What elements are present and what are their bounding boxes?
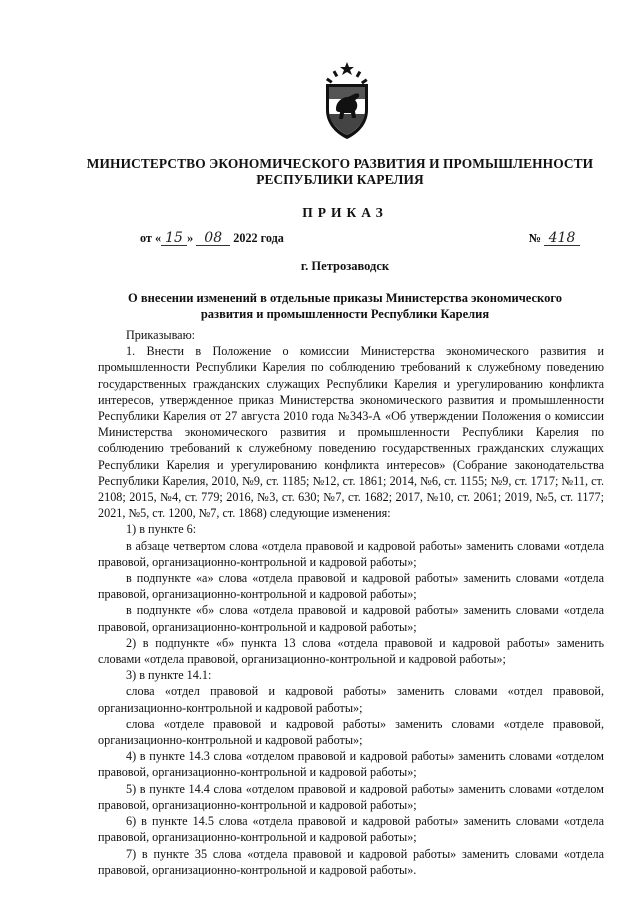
item-1-a: в абзаце четвертом слова «отдела правовой и кадровой работы» заменить словами «отдела правовой, организационно-контрольной и кадровой работы»; bbox=[98, 538, 604, 569]
date-year: 2022 года bbox=[230, 231, 284, 245]
item-1: 1) в пункте 6: bbox=[126, 522, 197, 537]
number-label: № bbox=[528, 231, 544, 245]
item-1-c: в подпункте «б» слова «отдела правовой и кадровой работы» заменить словами «отдела правовой, организационно-контрольной и кадровой работы»; bbox=[98, 603, 604, 634]
date-prefix: от « bbox=[140, 231, 162, 245]
date-number-line bbox=[140, 231, 610, 251]
item-4: 4) в пункте 14.3 слова «отделом правовой и кадровой работы» заменить словами «отделом правовой, организационно-контрольной и кадровой работы»; bbox=[98, 749, 604, 780]
ministry-line-1: МИНИСТЕРСТВО ЭКОНОМИЧЕСКОГО РАЗВИТИЯ И ПРОМЫШЛЕННОСТИ bbox=[86, 156, 594, 171]
ministry-name bbox=[80, 156, 600, 188]
item-3-b: слова «отделе правовой и кадровой работы» заменить словами «отделе правовой, организационно-контрольной и кадровой работы»; bbox=[98, 716, 604, 748]
subject-line-1: О внесении изменений в отдельные приказы Министерства экономического bbox=[128, 291, 562, 305]
item-6: 6) в пункте 14.5 слова «отдела правовой и кадровой работы» заменить словами «отдела правовой, организационно-контрольной и кадровой работы»; bbox=[98, 814, 604, 845]
order-number-handwritten: 418 bbox=[544, 231, 580, 246]
item-3-a: слова «отдел правовой и кадровой работы» заменить словами «отдел правовой, организационно-контрольной и кадровой работы»; bbox=[98, 684, 604, 715]
item-5: 5) в пункте 14.4 слова «отделом правовой и кадровой работы» заменить словами «отделом правовой, организационно-контрольной и кадровой работы»; bbox=[98, 781, 604, 812]
item-7: 7) в пункте 35 слова «отдела правовой и кадровой работы» заменить словами «отдела правовой, организационно-контрольной и кадровой работы». bbox=[98, 846, 604, 877]
order-date bbox=[140, 231, 284, 246]
subject-line-2: развития и промышленности Республики Карелия bbox=[200, 306, 490, 321]
order-body bbox=[98, 327, 604, 878]
item-1-b: в подпункте «а» слова «отдела правовой и кадровой работы» заменить словами «отдела правовой, организационно-контрольной и кадровой работы»; bbox=[98, 571, 604, 602]
city: г. Петрозаводск bbox=[300, 259, 390, 273]
item-3: 3) в пункте 14.1: bbox=[126, 668, 212, 683]
item-2: 2) в подпункте «б» пункта 13 слова «отдела правовой и кадровой работы» заменить словами «отдела правовой, организационно-контрольной и кадровой работы»; bbox=[98, 635, 604, 667]
ministry-line-2: РЕСПУБЛИКИ КАРЕЛИЯ bbox=[256, 172, 424, 187]
order-subject bbox=[95, 291, 595, 322]
date-day-handwritten: 15 bbox=[161, 231, 187, 246]
document-type: ПРИКАЗ bbox=[302, 205, 388, 220]
karelia-coat-of-arms-icon bbox=[322, 62, 372, 140]
paragraph-1: 1. Внести в Положение о комиссии Министерства экономического развития и промышленности Республики Карелия по соблюдению требований к служебному поведению государственных гражданских служащих Республики Карелия и урегулированию конфликта интересов, утвержденное приказ Министерства экономического развития и промышленности Республики Карелия от 27 августа 2010 года №343-А «Об утверждении Положения о комиссии Министерства экономического развития и промышленности Республики Карелия по соблюдению требований к служебному поведению государственных гражданских служащих Республики Карелия и урегулированию конфликта интересов» (Собрание законодательства Республики Карелия, 2010, №9, ст. 1185; №12, ст. 1861; 2014, №6, ст. 1155; №9, ст. 1717; №11, ст. 2108; 2015, №4, ст. 779; 2016, №3, ст. 630; №7, ст. 1682; 2017, №10, ст. 2061; 2019, №5, ст. 1177; 2021, №5, ст. 1200, №7, ст. 1868) следующие изменения: bbox=[98, 344, 604, 521]
date-mid: » bbox=[187, 231, 197, 245]
date-month-handwritten: 08 bbox=[196, 231, 230, 246]
order-word: Приказываю: bbox=[126, 328, 196, 342]
order-number bbox=[529, 231, 580, 246]
